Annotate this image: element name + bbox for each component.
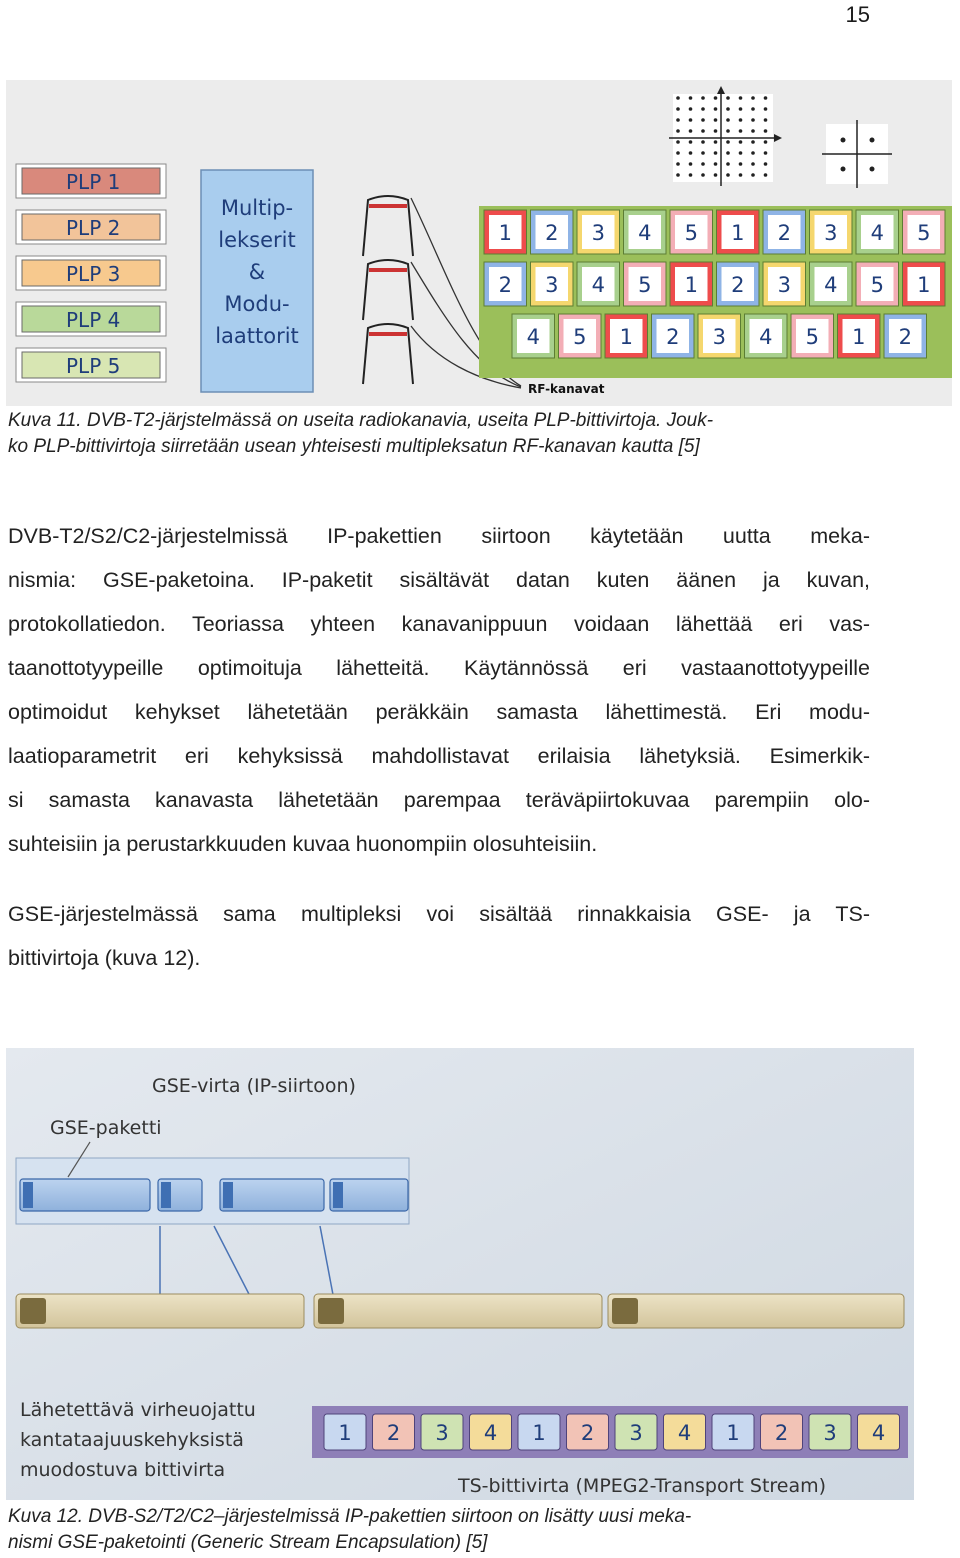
svg-text:1: 1 — [852, 325, 866, 349]
svg-text:2: 2 — [731, 273, 745, 297]
rf-frame-cell — [791, 314, 834, 358]
rf-frame-cell — [484, 262, 527, 306]
baseband-frame-header — [318, 1298, 344, 1324]
rf-frame-cell — [484, 210, 527, 254]
rf-frame-cell — [810, 262, 853, 306]
paragraph-2-line-1: GSE-järjestelmässä sama multipleksi voi sisältää rinnakkaisia GSE- ja TS- — [8, 902, 870, 926]
svg-text:2: 2 — [545, 221, 559, 245]
plp-boxes — [16, 164, 166, 382]
svg-text:5: 5 — [684, 221, 698, 245]
ts-cell — [470, 1414, 512, 1450]
figure-12-caption — [8, 1504, 888, 1556]
baseband-frame-header — [612, 1298, 638, 1324]
baseband-frame — [314, 1294, 602, 1328]
plp-label: PLP 5 — [66, 354, 121, 378]
baseband-frame — [608, 1294, 904, 1328]
svg-text:5: 5 — [870, 273, 884, 297]
baseband-frames — [16, 1294, 904, 1328]
svg-text:4: 4 — [526, 325, 540, 349]
rf-frame-cell — [903, 262, 946, 306]
svg-text:5: 5 — [917, 221, 931, 245]
svg-text:4: 4 — [824, 273, 838, 297]
rf-frame-cell — [810, 210, 853, 254]
svg-text:2: 2 — [666, 325, 680, 349]
svg-text:2: 2 — [580, 1421, 595, 1445]
multiplexer-label-line: & — [248, 260, 266, 284]
svg-text:1: 1 — [726, 1421, 740, 1445]
svg-text:2: 2 — [777, 221, 791, 245]
ts-cell — [518, 1414, 560, 1450]
ts-cell — [664, 1414, 706, 1450]
rf-frame-cell — [605, 314, 648, 358]
svg-text:4: 4 — [871, 1421, 886, 1445]
svg-text:4: 4 — [759, 325, 773, 349]
rf-frame-cell — [531, 210, 574, 254]
svg-text:3: 3 — [545, 273, 559, 297]
figure-11-caption — [8, 408, 888, 460]
bitstream-label-line-3: muodostuva bittivirta — [20, 1459, 226, 1481]
svg-text:3: 3 — [629, 1421, 643, 1445]
ts-cell — [421, 1414, 463, 1450]
svg-text:1: 1 — [338, 1421, 352, 1445]
figure-11-svg — [6, 80, 952, 406]
multiplexer-label-line: laattorit — [215, 324, 299, 348]
svg-text:5: 5 — [573, 325, 587, 349]
gse-packet-label: GSE-paketti — [50, 1117, 162, 1139]
svg-text:3: 3 — [591, 221, 605, 245]
multiplexer-label-line: Modu- — [224, 292, 290, 316]
plp-label: PLP 3 — [66, 262, 121, 286]
paragraph-1-line-8: suhteisiin ja perustarkkuuden kuvaa huonompiin olosuhteisiin. — [8, 832, 598, 856]
svg-text:3: 3 — [824, 221, 838, 245]
figure-12-caption-line-2: nismi GSE-paketointi (Generic Stream Encapsulation) [5] — [8, 1532, 488, 1553]
svg-text:4: 4 — [638, 221, 652, 245]
svg-text:5: 5 — [805, 325, 819, 349]
rf-frame-cell — [624, 262, 667, 306]
rf-frame-cell — [577, 210, 620, 254]
paragraph-1-line-3: protokollatiedon. Teoriassa yhteen kanavanippuun voidaan lähettää eri vas- — [8, 612, 870, 636]
ts-cell — [761, 1414, 803, 1450]
svg-text:1: 1 — [619, 325, 633, 349]
svg-text:2: 2 — [898, 325, 912, 349]
rf-frame-cell — [745, 314, 788, 358]
figure-12-svg — [6, 1048, 914, 1500]
rf-frame-cell — [531, 262, 574, 306]
figure-12-caption-line-1: Kuva 12. DVB-S2/T2/C2–järjestelmissä IP-pakettien siirtoon on lisätty uusi meka- — [8, 1506, 692, 1527]
rf-frame-cell — [763, 262, 806, 306]
body-paragraph-2 — [8, 892, 870, 980]
page-number: 15 — [845, 2, 870, 27]
svg-text:3: 3 — [823, 1421, 837, 1445]
paragraph-1-line-4: taanottotyypeille optimoituja lähetteitä. Käytännössä eri vastaanottotyypeille — [8, 656, 870, 680]
rf-frame-cell — [856, 210, 899, 254]
figure-11-caption-line-2: ko PLP-bittivirtoja siirretään usean yhteisesti multipleksatun RF-kanavan kautta [5] — [8, 436, 700, 457]
bitstream-label-line-2: kantataajuuskehyksistä — [20, 1429, 244, 1451]
rf-frame-cell — [512, 314, 555, 358]
ts-cell — [567, 1414, 609, 1450]
ts-stream-label: TS-bittivirta (MPEG2-Transport Stream) — [458, 1475, 827, 1497]
rf-frame-cell — [670, 262, 713, 306]
svg-text:2: 2 — [498, 273, 512, 297]
paragraph-1-line-1: DVB-T2/S2/C2-järjestelmissä IP-pakettien siirtoon käytetään uutta meka- — [8, 524, 870, 548]
ts-cell — [809, 1414, 851, 1450]
svg-text:1: 1 — [498, 221, 512, 245]
rf-frame-cell — [577, 262, 620, 306]
paragraph-1-line-7: si samasta kanavasta lähetetään parempaa teräväpiirtokuvaa parempiin olo- — [8, 788, 870, 812]
gse-packet — [220, 1179, 324, 1211]
paragraph-1-line-2: nismia: GSE-paketoina. IP-paketit sisältävät datan kuten äänen ja kuvan, — [8, 568, 870, 592]
rf-frame-cell — [763, 210, 806, 254]
body-paragraph-1 — [8, 514, 870, 866]
ts-cell — [615, 1414, 657, 1450]
multiplexer-label-line: lekserit — [218, 228, 296, 252]
svg-text:1: 1 — [731, 221, 745, 245]
gse-stream-label: GSE-virta (IP-siirtoon) — [152, 1075, 356, 1097]
figure-11-dvb-t2-diagram — [6, 80, 952, 406]
gse-packet — [20, 1179, 150, 1211]
svg-text:1: 1 — [917, 273, 931, 297]
rf-frame-cell — [903, 210, 946, 254]
ts-cell — [712, 1414, 754, 1450]
plp-label: PLP 2 — [66, 216, 121, 240]
rf-frame-cell — [652, 314, 695, 358]
rf-frame-cell — [717, 262, 760, 306]
rf-frame-cell — [559, 314, 602, 358]
svg-text:4: 4 — [591, 273, 605, 297]
svg-text:1: 1 — [532, 1421, 546, 1445]
plp-label: PLP 1 — [66, 170, 121, 194]
figure-11-caption-line-1: Kuva 11. DVB-T2-järjstelmässä on useita radiokanavia, useita PLP-bittivirtoja. Jouk- — [8, 410, 714, 431]
ts-cell — [373, 1414, 415, 1450]
ts-cell — [858, 1414, 900, 1450]
svg-text:1: 1 — [684, 273, 698, 297]
plp-label: PLP 4 — [66, 308, 121, 332]
svg-text:2: 2 — [386, 1421, 401, 1445]
constellation-qpsk — [822, 120, 892, 188]
multiplexer-label-line: Multip- — [220, 196, 294, 220]
svg-text:4: 4 — [677, 1421, 692, 1445]
baseband-frame — [16, 1294, 304, 1328]
rf-frame-cell — [717, 210, 760, 254]
svg-text:3: 3 — [712, 325, 726, 349]
rf-frame-cell — [670, 210, 713, 254]
paragraph-1-line-5: optimoidut kehykset lähetetään peräkkäin samasta lähettimestä. Eri modu- — [8, 700, 870, 724]
svg-text:4: 4 — [483, 1421, 498, 1445]
svg-text:3: 3 — [777, 273, 791, 297]
svg-text:2: 2 — [774, 1421, 789, 1445]
rf-frame-cell — [838, 314, 881, 358]
rf-frame-cell — [856, 262, 899, 306]
svg-text:3: 3 — [435, 1421, 449, 1445]
constellation-16qam — [669, 86, 782, 186]
bitstream-label-line-1: Lähetettävä virheuojattu — [20, 1399, 256, 1421]
ts-cell — [324, 1414, 366, 1450]
rf-frame-cell — [624, 210, 667, 254]
svg-text:5: 5 — [638, 273, 652, 297]
rf-kanavat-label: RF-kanavat — [528, 382, 605, 396]
paragraph-2-line-2: bittivirtoja (kuva 12). — [8, 946, 201, 970]
svg-text:4: 4 — [870, 221, 884, 245]
rf-frame-cell — [884, 314, 927, 358]
figure-12-gse-diagram — [6, 1048, 914, 1500]
rf-frame-cell — [698, 314, 741, 358]
paragraph-1-line-6: laatioparametrit eri kehyksissä mahdollistavat erilaisia lähetyksiä. Esimerkik- — [8, 744, 870, 768]
baseband-frame-header — [20, 1298, 46, 1324]
